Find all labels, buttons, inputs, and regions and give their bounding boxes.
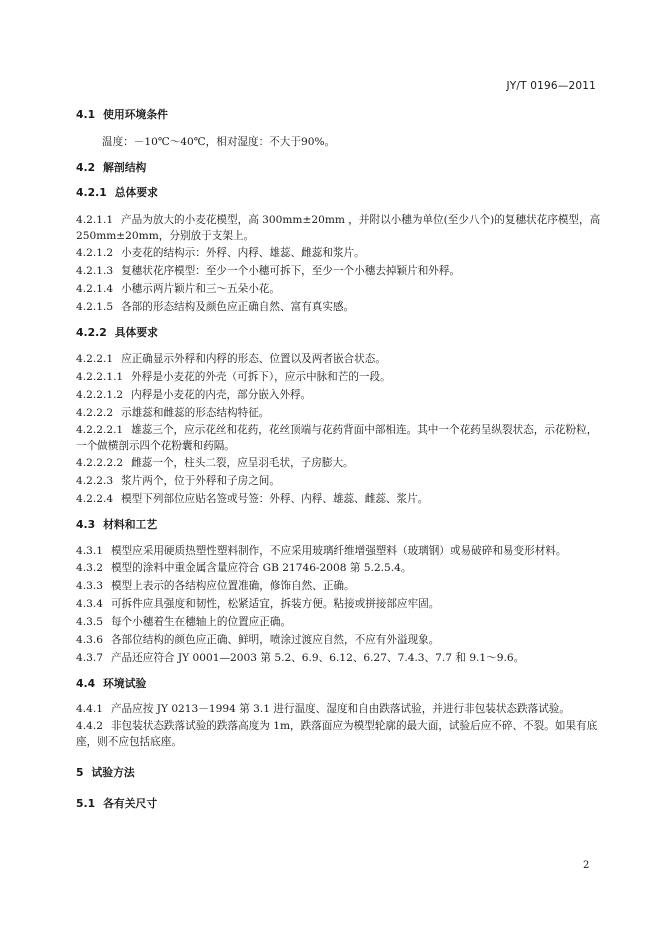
text-line: 4.3.2 模型的涂料中重金属含量应符合 GB 21746-2008 第 5.2.5.4。	[76, 562, 412, 574]
paragraph: 4.2.1.1 产品为放大的小麦花模型，高 300mm±20mm ，并附以小穗为单位(至少八个)的复穗状花序模型，高 250mm±20mm，分别放于支架上。	[76, 214, 601, 242]
text-line: 4.3.6 各部位结构的颜色应正确、鲜明，喷涂过渡应自然，不应有外溢现象。	[76, 634, 440, 646]
text-line: 4.2.2.1.2 内稃是小麦花的内壳，部分嵌入外稃。	[76, 389, 312, 401]
section-heading: 5.1 各有关尺寸	[76, 797, 158, 810]
text-line: 4.2.2.2.2 雌蕊一个，柱头二裂，应呈羽毛状，子房膨大。	[76, 457, 354, 469]
document-code: JY/T 0196—2011	[506, 80, 596, 92]
text-line: 4.2.2.3 浆片两个，位于外稃和子房之间。	[76, 475, 280, 487]
text-line: 4.2.1.2 小麦花的结构示：外稃、内稃、雄蕊、雌蕊和浆片。	[76, 247, 365, 259]
section-heading: 4.2.1 总体要求	[76, 186, 158, 199]
text-line: 4.2.2.4 模型下列部位应贴名签或号签：外稃、内稃、雄蕊、雌蕊、浆片。	[76, 493, 429, 505]
text-line: 4.3.5 每个小穗着生在穗轴上的位置应正确。	[76, 616, 292, 628]
text-line: 温度：－10℃～40℃，相对湿度：不大于90%。	[102, 136, 336, 148]
text-line: 4.2.2.1.1 外稃是小麦花的外壳（可拆下），应示中脉和芒的一段。	[76, 371, 391, 383]
text-line: 4.3.4 可拆件应具强度和韧性，松紧适宜，拆装方便。粘接或拼接部应牢固。	[76, 598, 440, 610]
page-number: 2	[583, 860, 590, 871]
text-line: 4.4.1 产品应按 JY 0213－1994 第 3.1 进行温度、湿度和自由跌落试验，并进行非包装状态跌落试验。	[76, 703, 570, 715]
section-heading: 4.1 使用环境条件	[76, 108, 168, 121]
text-line: 4.3.3 模型上表示的各结构应位置准确，修饰自然、正确。	[76, 580, 355, 592]
text-line: 4.2.2.1 应正确显示外稃和内稃的形态、位置以及两者嵌合状态。	[76, 353, 386, 365]
text-line: 4.2.1.3 复穗状花序模型：至少一个小穗可拆下，至少一个小穗去掉颖片和外稃。	[76, 265, 461, 277]
text-line: 4.2.2.2 示雄蕊和雌蕊的形态结构特征。	[76, 407, 270, 419]
section-heading: 4.2.2 具体要求	[76, 326, 158, 339]
paragraph: 4.4.2 非包装状态跌落试验的跌落高度为 1m，跌落面应为模型轮廓的最大面，试验后应不碎、不裂。如果有底座，则不应包括底座。	[76, 720, 598, 748]
paragraph: 4.2.2.2.1 雄蕊三个，应示花丝和花药，花丝顶端与花药背面中部相连。其中一个花药呈纵裂状态，示花粉粒，一个做横剖示四个花粉囊和药隔。	[76, 424, 598, 452]
document-body	[76, 108, 606, 811]
section-heading: 4.2 解剖结构	[76, 161, 147, 174]
text-line: 4.2.1.5 各部的形态结构及颜色应正确自然、富有真实感。	[76, 301, 355, 313]
text-line: 4.3.7 产品还应符合 JY 0001—2003 第 5.2、6.9、6.12、6.27、7.4.3、7.7 和 9.1～9.6。	[76, 652, 525, 664]
paragraph: 4.3.1 模型应采用硬质热塑性塑料制作，不应采用玻璃纤维增强塑料（玻璃钢）或易破碎和易变形材料。	[76, 545, 567, 557]
section-heading: 4.3 材料和工艺	[76, 518, 158, 531]
section-heading: 4.4 环境试验	[76, 677, 147, 690]
text-line: 4.2.1.4 小穗示两片颖片和三～五朵小花。	[76, 283, 280, 295]
chapter-heading: 5 试验方法	[76, 766, 135, 779]
